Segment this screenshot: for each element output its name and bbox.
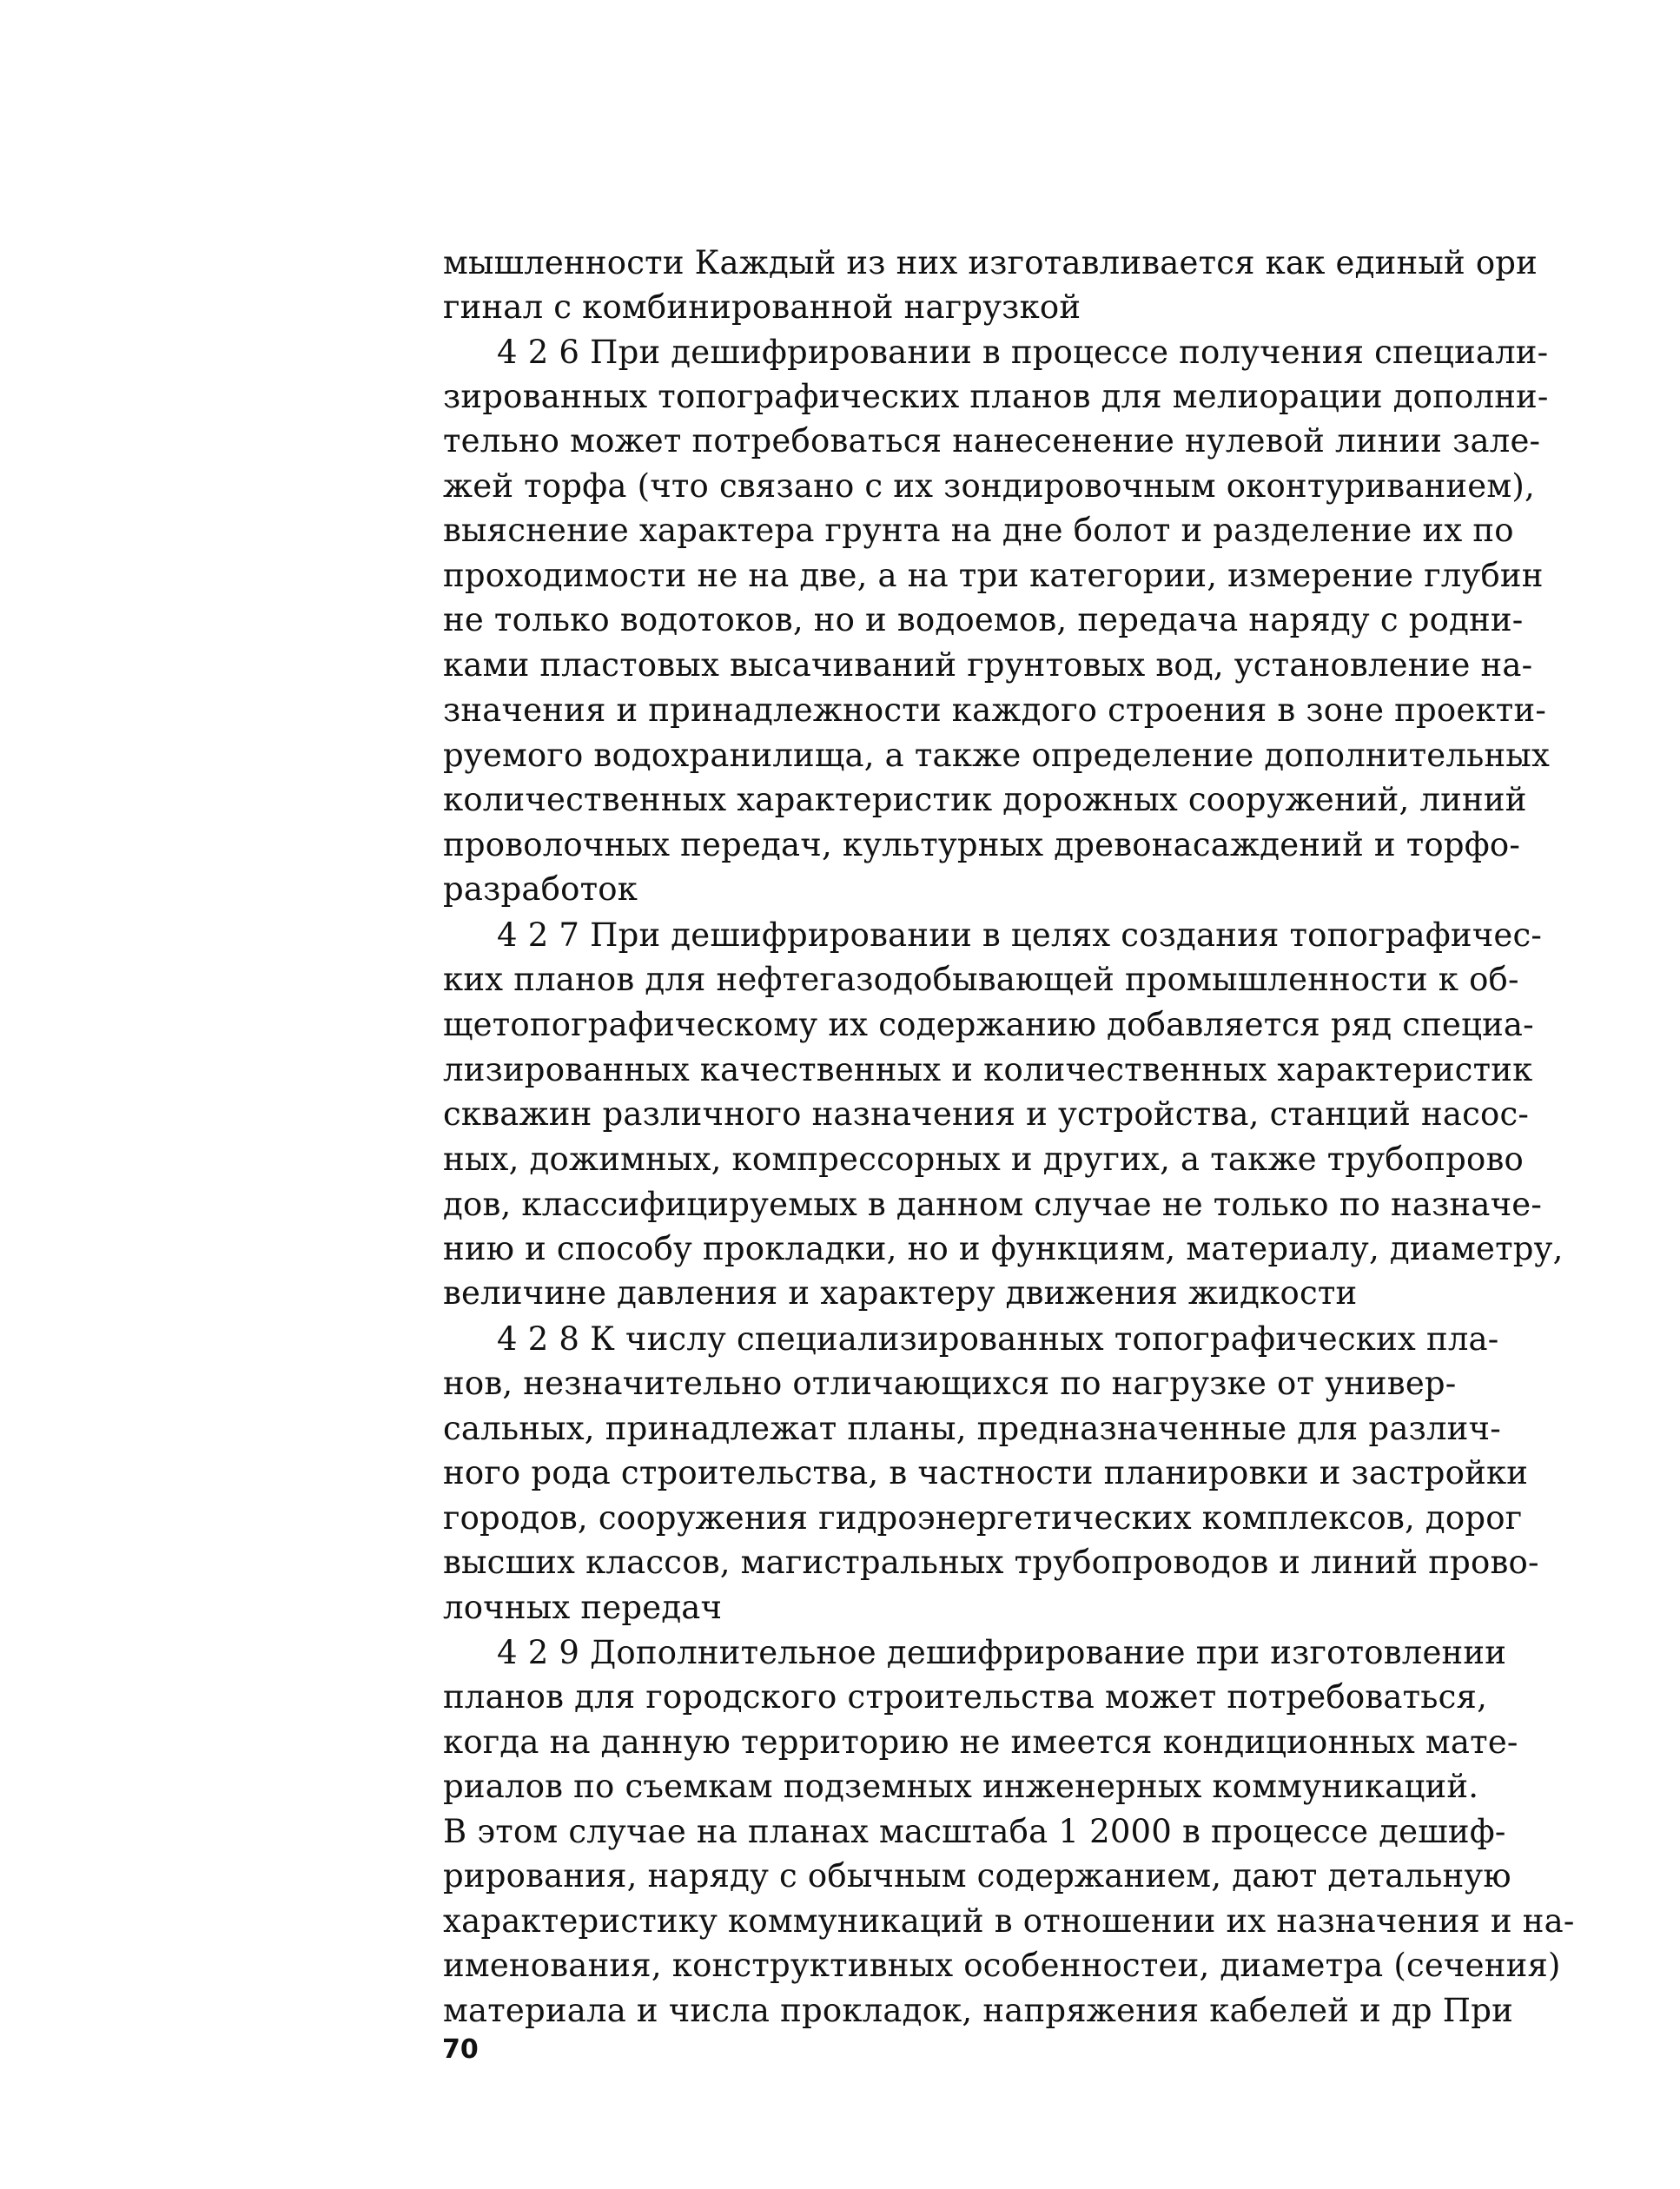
text-line: именования, конструктивных особенностеи, диаметра (сечения) — [443, 1947, 1561, 1984]
text-line: городов, сооружения гидроэнергетических комплексов, дорог — [443, 1499, 1523, 1537]
text-line: когда на данную территорию не имеется кондиционных мате- — [443, 1723, 1518, 1761]
text-line: скважин различного назначения и устройства, станций насос- — [443, 1095, 1530, 1133]
text-line: 4 2 8 К числу специализированных топографических пла- — [497, 1320, 1499, 1358]
text-line: тельно может потребоваться нанесенение нулевой линии залe- — [443, 422, 1541, 460]
text-line: 4 2 6 При дешифрировании в процессе получения специали- — [497, 334, 1549, 371]
page-number: 70 — [442, 2034, 479, 2065]
text-line: не только водотоков, но и водоемов, передача наряду с родни- — [443, 601, 1524, 638]
text-line: 4 2 7 При дешифрировании в целях создания топографичес- — [497, 916, 1543, 954]
text-line: гинал с комбинированной нагрузкой — [443, 288, 1081, 326]
text-line: мышленности Каждый из них изготавливается как единый ори — [443, 244, 1538, 281]
text-line: материала и числа прокладок, напряжения кабелей и др При — [443, 1992, 1513, 2029]
text-line: лизированных качественных и количественных характеристик — [443, 1051, 1533, 1088]
text-line: ких планов для нефтегазодобывающей промышленности к об- — [443, 961, 1519, 998]
text-line: величине давления и характеру движения жидкости — [443, 1274, 1358, 1312]
text-line: ного рода строительства, в частности планировки и застройки — [443, 1454, 1529, 1491]
text-line: зированных топографических планов для мелиорации дополни- — [443, 378, 1549, 415]
text-line: жей торфа (что связано с их зондировочным оконтуриванием), — [443, 467, 1535, 505]
text-line: характеристику коммуникаций в отношении их назначения и на- — [443, 1902, 1575, 1940]
text-line: руемого водохранилища, а также определение дополнительных — [443, 737, 1551, 774]
text-line: В этом случае на планах масштаба 1 2000 в процессе дешиф- — [443, 1813, 1506, 1850]
text-line: дов, классифицируемых в данном случае не только по назначе- — [443, 1186, 1543, 1223]
text-line: проволочных передач, культурных древонасаждений и торфо- — [443, 826, 1521, 863]
text-line: проходимости не на две, а на три категории, измерение глубин — [443, 557, 1544, 594]
text-line: нию и способу прокладки, но и функциям, материалу, диаметру, — [443, 1230, 1564, 1267]
text-line: ками пластовых высачиваний грунтовых вод, установление на- — [443, 646, 1533, 684]
text-line: рирования, наряду с обычным содержанием, дают детальную — [443, 1857, 1511, 1895]
text-line: высших классов, магистральных трубопроводов и линий прово- — [443, 1544, 1539, 1581]
text-line: нов, незначительно отличающихся по нагрузке от универ- — [443, 1365, 1457, 1402]
text-line: выяснение характера грунта на дне болот и разделение их по — [443, 512, 1514, 549]
text-line: значения и принадлежности каждого строения в зоне проекти- — [443, 691, 1547, 729]
text-line: разработок — [443, 870, 638, 908]
text-line: риалов по съемкам подземных инженерных коммуникаций. — [443, 1768, 1479, 1805]
text-line: ных, дожимных, компрессорных и других, а также трубопрово — [443, 1141, 1524, 1178]
text-line: количественных характеристик дорожных сооружений, линий — [443, 781, 1527, 818]
text-line: 4 2 9 Дополнительное дешифрирование при изготовлении — [497, 1634, 1507, 1671]
text-line: сальных, принадлежат планы, предназначенные для различ- — [443, 1410, 1501, 1447]
text-line: щетопографическому их содержанию добавляется ряд специа- — [443, 1006, 1534, 1043]
text-line: лочных передач — [443, 1589, 723, 1626]
text-line: планов для городского строительства может потребоваться, — [443, 1678, 1488, 1716]
